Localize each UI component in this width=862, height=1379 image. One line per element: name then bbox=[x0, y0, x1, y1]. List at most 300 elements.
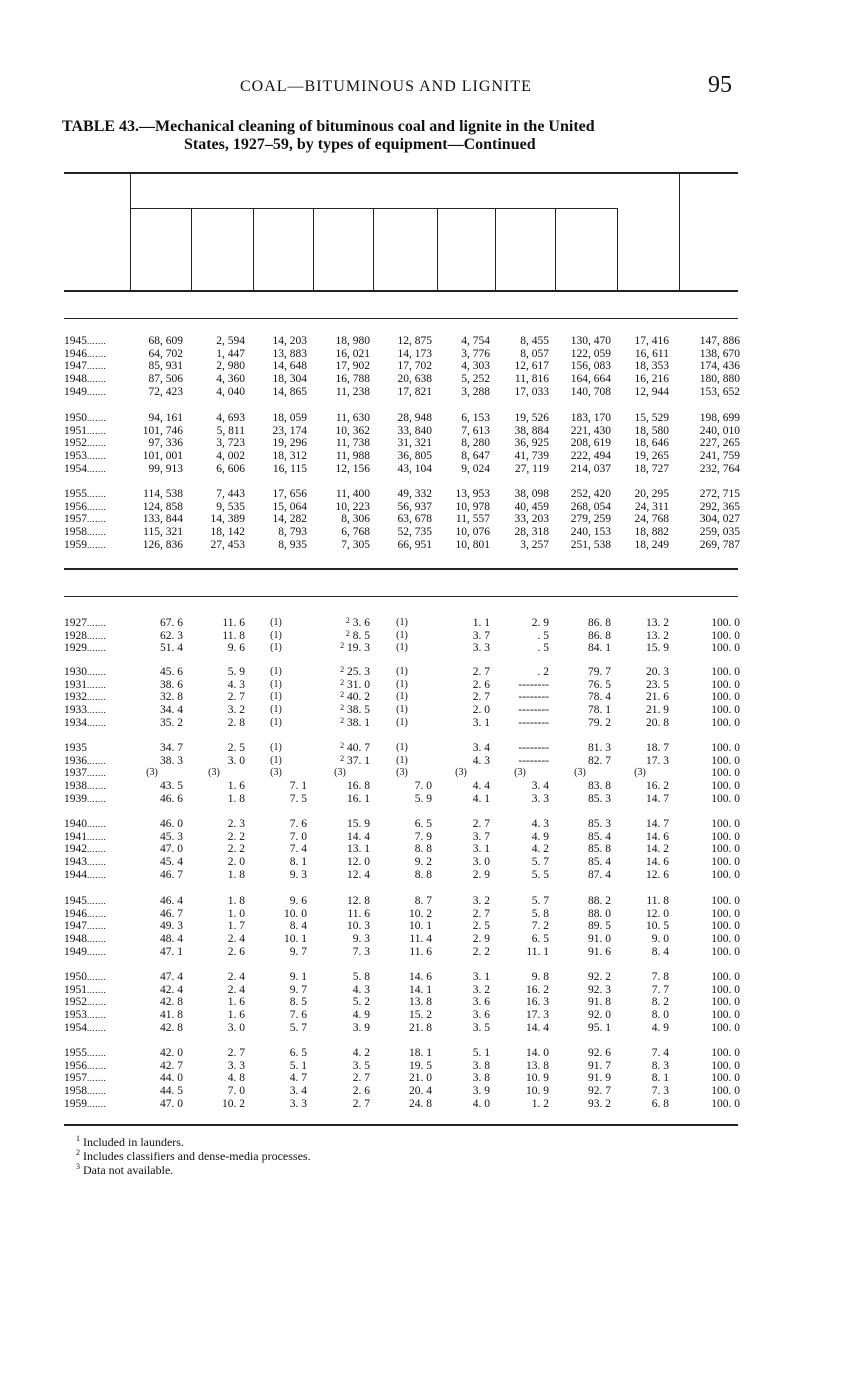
year-label bbox=[64, 488, 128, 501]
table-cell: 1. 8 bbox=[227, 792, 245, 805]
table-cell: (1) bbox=[270, 666, 282, 677]
year-value: 1949 bbox=[64, 945, 87, 958]
table-cell: 2. 4 bbox=[227, 983, 245, 996]
table-caption-line-1: TABLE 43.—Mechanical cleaning of bituminous coal and lignite in the United bbox=[62, 118, 595, 135]
year-value: 1955 bbox=[64, 488, 87, 500]
leader-dots: ....... bbox=[87, 438, 107, 449]
table-cell: . 5 bbox=[537, 629, 549, 642]
leader-dots: ....... bbox=[87, 844, 107, 855]
table-cell: 251, 538 bbox=[570, 538, 611, 551]
table-cell: 14, 865 bbox=[272, 385, 307, 398]
table-cell: (3) bbox=[208, 767, 220, 779]
table-cell: (1) bbox=[396, 642, 408, 654]
year-label bbox=[64, 1022, 128, 1035]
table-cell: 89. 5 bbox=[588, 920, 611, 933]
table-cell: 14. 6 bbox=[409, 971, 432, 983]
table-cell: 19, 526 bbox=[514, 412, 549, 424]
table-cell: 10, 362 bbox=[335, 424, 370, 437]
table-cell: 21. 8 bbox=[409, 1021, 432, 1034]
table-cell: 18, 249 bbox=[634, 538, 669, 551]
table-cell: (3) bbox=[396, 767, 408, 779]
table-cell: 2. 7 bbox=[472, 907, 490, 920]
table-cell: 12, 875 bbox=[397, 335, 432, 347]
year-value: 1959 bbox=[64, 1097, 87, 1110]
year-value: 1930 bbox=[64, 666, 87, 678]
table-cell: 79. 2 bbox=[588, 716, 611, 729]
table-cell: 17, 902 bbox=[335, 360, 370, 373]
table-cell: 3. 0 bbox=[227, 1021, 245, 1034]
year-label bbox=[64, 717, 128, 730]
table-cell: 100. 0 bbox=[711, 983, 740, 996]
header-top-rule bbox=[64, 172, 738, 174]
leader-dots: ....... bbox=[87, 934, 107, 945]
table-cell: 41. 8 bbox=[160, 1009, 183, 1022]
table-cell: (1) bbox=[270, 678, 282, 690]
table-cell: 9. 6 bbox=[289, 895, 307, 907]
table-cell: 33, 840 bbox=[397, 424, 432, 437]
table-cell: (3) bbox=[634, 767, 646, 779]
table-cell: 9. 3 bbox=[289, 868, 307, 881]
table-cell: 7. 1 bbox=[289, 780, 307, 793]
table-cell: 114, 538 bbox=[143, 488, 183, 500]
table-cell: (1) bbox=[396, 666, 408, 677]
table-cell: 100. 0 bbox=[711, 920, 740, 933]
leader-dots: ....... bbox=[87, 348, 107, 359]
table-cell: (1) bbox=[396, 678, 408, 690]
year-value: 1952 bbox=[64, 996, 87, 1009]
table-cell: 5. 7 bbox=[531, 856, 549, 869]
table-cell: 1. 6 bbox=[227, 780, 245, 793]
table-cell: 86. 8 bbox=[588, 629, 611, 642]
table-cell: 11, 630 bbox=[335, 412, 370, 424]
table-cell: 2. 2 bbox=[472, 945, 490, 958]
table-cell: 16. 8 bbox=[347, 780, 370, 793]
footnote-marker: 2 bbox=[340, 641, 345, 651]
table-cell: 42. 0 bbox=[160, 1047, 183, 1059]
table-cell: 9. 2 bbox=[414, 856, 432, 869]
table-cell: (1) bbox=[270, 704, 282, 716]
header-column-divider bbox=[191, 208, 192, 290]
table-cell: 99, 913 bbox=[148, 462, 183, 475]
year-value: 1953 bbox=[64, 1009, 87, 1022]
table-cell: 10. 2 bbox=[222, 1097, 245, 1110]
table-cell: (1) bbox=[270, 691, 282, 703]
table-cell: 6. 5 bbox=[289, 1047, 307, 1059]
year-value: 1935 bbox=[64, 742, 87, 754]
year-value: 1940 bbox=[64, 818, 87, 830]
table-cell: 100. 0 bbox=[711, 780, 740, 793]
year-label bbox=[64, 617, 128, 630]
table-cell: 4, 360 bbox=[216, 373, 245, 386]
table-cell: 9, 535 bbox=[216, 500, 245, 513]
table-cell: 21. 9 bbox=[646, 704, 669, 717]
year-value: 1932 bbox=[64, 691, 87, 704]
table-cell: 5. 7 bbox=[531, 895, 549, 907]
table-cell: 11, 400 bbox=[335, 488, 370, 500]
table-cell: 1. 0 bbox=[227, 907, 245, 920]
table-cell: 85. 4 bbox=[588, 856, 611, 869]
table-cell: 28, 948 bbox=[397, 412, 432, 424]
table-cell: 8. 8 bbox=[414, 868, 432, 881]
table-cell: 269, 787 bbox=[699, 538, 740, 551]
table-cell: 24, 768 bbox=[634, 513, 669, 526]
table-cell: 20, 638 bbox=[397, 373, 432, 386]
table-cell: 16. 2 bbox=[526, 983, 549, 996]
table-cell: (3) bbox=[455, 767, 467, 779]
table-cell: 147, 886 bbox=[699, 335, 740, 347]
table-cell: 18, 980 bbox=[335, 335, 370, 347]
table-cell: $^2$ 8. 5 bbox=[345, 628, 370, 642]
table-cell: 15. 9 bbox=[646, 642, 669, 655]
table-cell: 133, 844 bbox=[142, 513, 183, 526]
year-value: 1937 bbox=[64, 767, 87, 780]
table-cell: 18, 580 bbox=[634, 424, 669, 437]
leader-dots: ....... bbox=[87, 386, 107, 397]
table-cell: 83. 8 bbox=[588, 780, 611, 793]
leader-dots: ....... bbox=[87, 997, 107, 1008]
table-cell: 130, 470 bbox=[570, 335, 611, 347]
table-cell: 9. 7 bbox=[289, 945, 307, 958]
year-value: 1938 bbox=[64, 780, 87, 793]
table-cell: 2. 7 bbox=[472, 691, 490, 704]
table-cell: 16, 788 bbox=[335, 373, 370, 386]
table-cell: 9. 6 bbox=[227, 642, 245, 655]
table-cell: 12. 6 bbox=[646, 868, 669, 881]
table-cell: 232, 764 bbox=[699, 462, 740, 475]
table-cell: 3. 7 bbox=[472, 830, 490, 843]
table-cell: 1. 1 bbox=[472, 617, 490, 629]
table-cell: $^2$ 38. 5 bbox=[340, 703, 370, 717]
year-value: 1950 bbox=[64, 412, 87, 424]
year-value: 1931 bbox=[64, 678, 87, 691]
table-cell: 12. 0 bbox=[347, 856, 370, 869]
table-cell: 92. 0 bbox=[588, 1009, 611, 1022]
table-cell: 2. 0 bbox=[227, 856, 245, 869]
table-cell: 100. 0 bbox=[711, 767, 740, 780]
table-cell: $^2$ 31. 0 bbox=[340, 677, 370, 691]
table-cell: 5. 1 bbox=[289, 1059, 307, 1072]
table-cell: 180, 880 bbox=[699, 373, 740, 386]
table-cell: 1. 7 bbox=[227, 920, 245, 933]
table-cell: 14. 0 bbox=[526, 1047, 549, 1059]
table-cell: 208, 619 bbox=[570, 437, 611, 450]
year-label bbox=[64, 984, 128, 997]
table-cell: 3. 3 bbox=[531, 792, 549, 805]
year-value: 1956 bbox=[64, 1059, 87, 1072]
table-cell: 2. 8 bbox=[227, 716, 245, 729]
table-cell: 4. 3 bbox=[227, 678, 245, 691]
year-label bbox=[64, 843, 128, 856]
table-cell: 6, 768 bbox=[341, 526, 370, 539]
table-cell: 3. 2 bbox=[227, 704, 245, 717]
table-cell: 100. 0 bbox=[711, 1072, 740, 1085]
table-cell: 259, 035 bbox=[699, 526, 740, 539]
header-bottom-rule bbox=[64, 290, 738, 292]
table-cell: 45. 3 bbox=[160, 830, 183, 843]
leader-dots: ....... bbox=[87, 768, 107, 779]
table-cell: 62. 3 bbox=[160, 629, 183, 642]
table-cell: 10. 1 bbox=[284, 933, 307, 946]
table-cell: 7. 7 bbox=[651, 983, 669, 996]
table-cell: 87. 4 bbox=[588, 868, 611, 881]
table-cell: 7. 5 bbox=[289, 792, 307, 805]
table-cell: 10, 076 bbox=[455, 526, 490, 539]
table-cell: 10. 9 bbox=[526, 1085, 549, 1098]
table-cell: 18, 142 bbox=[210, 526, 245, 539]
table-cell: -------- bbox=[518, 678, 549, 691]
table-cell: 100. 0 bbox=[711, 716, 740, 729]
table-cell: $^2$ 25. 3 bbox=[340, 665, 370, 678]
section-end-rule bbox=[64, 1124, 738, 1126]
table-cell: 72, 423 bbox=[148, 385, 183, 398]
year-label bbox=[64, 946, 128, 959]
table-cell: 2. 5 bbox=[472, 920, 490, 933]
table-cell: 18, 727 bbox=[634, 462, 669, 475]
table-cell: 2. 7 bbox=[227, 691, 245, 704]
table-cell: 3. 5 bbox=[472, 1021, 490, 1034]
leader-dots: ....... bbox=[87, 618, 107, 628]
year-label bbox=[64, 767, 128, 780]
table-cell: 2. 5 bbox=[227, 742, 245, 754]
table-cell: 8. 1 bbox=[289, 856, 307, 869]
table-cell: 4, 040 bbox=[216, 385, 245, 398]
section-rule bbox=[64, 318, 738, 319]
table-cell: 5. 1 bbox=[472, 1047, 490, 1059]
table-cell: 4. 0 bbox=[472, 1097, 490, 1110]
table-cell: 82. 7 bbox=[588, 754, 611, 767]
table-cell: 85. 8 bbox=[588, 843, 611, 856]
table-cell: 2. 9 bbox=[472, 868, 490, 881]
year-value: 1927 bbox=[64, 617, 87, 629]
header-column-divider bbox=[130, 172, 131, 290]
leader-dots: ....... bbox=[87, 1073, 107, 1084]
table-cell: 9, 024 bbox=[461, 462, 490, 475]
table-cell: 222, 494 bbox=[570, 450, 611, 463]
table-cell: 85. 3 bbox=[588, 792, 611, 805]
table-cell: 124, 858 bbox=[142, 500, 183, 513]
table-cell: 17. 3 bbox=[646, 754, 669, 767]
year-value: 1948 bbox=[64, 373, 87, 386]
table-cell: 3. 6 bbox=[472, 996, 490, 1009]
table-cell: (1) bbox=[270, 629, 282, 641]
year-label bbox=[64, 818, 128, 831]
table-cell: (3) bbox=[574, 767, 586, 779]
table-cell: 100. 0 bbox=[711, 1009, 740, 1022]
footnote-number: 2 bbox=[76, 1148, 80, 1157]
table-cell: 19, 265 bbox=[634, 450, 669, 463]
table-cell: 138, 670 bbox=[699, 347, 740, 360]
table-cell: 3. 3 bbox=[289, 1097, 307, 1110]
table-cell: 11. 6 bbox=[409, 945, 432, 958]
table-cell: 100. 0 bbox=[711, 895, 740, 907]
table-cell: 6, 153 bbox=[461, 412, 490, 424]
table-cell: 4. 4 bbox=[472, 780, 490, 793]
table-cell: 44. 0 bbox=[160, 1072, 183, 1085]
table-cell: 33, 203 bbox=[514, 513, 549, 526]
table-cell: 40, 459 bbox=[514, 500, 549, 513]
table-cell: 18, 059 bbox=[272, 412, 307, 424]
year-label bbox=[64, 1009, 128, 1022]
table-cell: 20, 295 bbox=[634, 488, 669, 500]
table-cell: 93. 2 bbox=[588, 1097, 611, 1110]
table-cell: $^2$ 40. 7 bbox=[340, 741, 370, 754]
table-cell: 18. 7 bbox=[646, 742, 669, 754]
leader-dots: ....... bbox=[87, 984, 107, 995]
table-cell: 7, 305 bbox=[341, 538, 370, 551]
table-cell: 42. 7 bbox=[160, 1059, 183, 1072]
table-cell: 3. 2 bbox=[472, 983, 490, 996]
table-cell: 47. 0 bbox=[160, 843, 183, 856]
table-cell: 48. 4 bbox=[160, 933, 183, 946]
year-value: 1939 bbox=[64, 792, 87, 805]
table-cell: 23. 5 bbox=[646, 678, 669, 691]
footnote-marker: 2 bbox=[340, 690, 345, 700]
year-value: 1958 bbox=[64, 1085, 87, 1098]
leader-dots: ....... bbox=[87, 489, 107, 499]
table-cell: 45. 4 bbox=[160, 856, 183, 869]
year-label bbox=[64, 1098, 128, 1111]
table-cell: 38, 098 bbox=[514, 488, 549, 500]
table-cell: 17, 821 bbox=[397, 385, 432, 398]
section-rule bbox=[64, 596, 738, 597]
leader-dots: ....... bbox=[87, 514, 107, 525]
table-cell: 8, 057 bbox=[520, 347, 549, 360]
year-value: 1954 bbox=[64, 462, 87, 475]
table-cell: 100. 0 bbox=[711, 856, 740, 869]
table-cell: 47. 4 bbox=[160, 971, 183, 983]
table-cell: 51. 4 bbox=[160, 642, 183, 655]
footnote: $^2$ Includes classifiers and dense-media processes. bbox=[76, 1148, 311, 1163]
table-cell: 7. 8 bbox=[651, 971, 669, 983]
table-cell: 47. 1 bbox=[160, 945, 183, 958]
table-cell: 88. 2 bbox=[588, 895, 611, 907]
leader-dots: ....... bbox=[87, 630, 107, 641]
table-cell: 5. 9 bbox=[414, 792, 432, 805]
leader-dots: ....... bbox=[87, 463, 107, 474]
table-cell: 18, 882 bbox=[634, 526, 669, 539]
header-column-divider bbox=[495, 208, 496, 290]
table-cell: 8. 4 bbox=[651, 945, 669, 958]
table-cell: 9. 3 bbox=[352, 933, 370, 946]
table-cell: 7. 6 bbox=[289, 1009, 307, 1022]
page-number: 95 bbox=[708, 72, 732, 98]
table-caption bbox=[62, 118, 742, 154]
year-label bbox=[64, 425, 128, 438]
table-cell: 76. 5 bbox=[588, 678, 611, 691]
year-value: 1929 bbox=[64, 642, 87, 655]
table-cell: 11. 4 bbox=[409, 933, 432, 946]
table-cell: 14. 2 bbox=[646, 843, 669, 856]
table-cell: 16, 216 bbox=[634, 373, 669, 386]
table-cell: 17, 416 bbox=[634, 335, 669, 347]
leader-dots: ....... bbox=[87, 643, 107, 654]
leader-dots: ....... bbox=[87, 755, 107, 766]
table-cell: (1) bbox=[270, 642, 282, 654]
year-label bbox=[64, 1060, 128, 1073]
year-label bbox=[64, 996, 128, 1009]
year-value: 1954 bbox=[64, 1021, 87, 1034]
table-cell: 10. 9 bbox=[526, 1072, 549, 1085]
table-cell: 5. 2 bbox=[352, 996, 370, 1009]
year-value: 1944 bbox=[64, 868, 87, 881]
table-cell: 43, 104 bbox=[397, 462, 432, 475]
table-cell: 56, 937 bbox=[397, 500, 432, 513]
table-cell: 78. 4 bbox=[588, 691, 611, 704]
table-cell: 10. 1 bbox=[409, 920, 432, 933]
table-cell: 3. 4 bbox=[472, 742, 490, 754]
table-cell: 11. 8 bbox=[222, 629, 245, 642]
table-cell: 1. 6 bbox=[227, 1009, 245, 1022]
year-value: 1956 bbox=[64, 500, 87, 513]
year-label bbox=[64, 831, 128, 844]
table-cell: 38, 884 bbox=[514, 424, 549, 437]
table-cell: 100. 0 bbox=[711, 742, 740, 754]
table-cell: 2. 2 bbox=[227, 843, 245, 856]
table-cell: 272, 715 bbox=[699, 488, 740, 500]
table-cell: 1. 6 bbox=[227, 996, 245, 1009]
table-cell: 2. 7 bbox=[472, 666, 490, 678]
table-cell: 49. 3 bbox=[160, 920, 183, 933]
year-label bbox=[64, 869, 128, 882]
table-cell: 47. 0 bbox=[160, 1097, 183, 1110]
year-value: 1951 bbox=[64, 424, 87, 437]
year-value: 1942 bbox=[64, 843, 87, 856]
table-cell: 100. 0 bbox=[711, 704, 740, 717]
table-cell: 14, 389 bbox=[210, 513, 245, 526]
table-cell: 16. 2 bbox=[646, 780, 669, 793]
table-cell: 3. 6 bbox=[472, 1009, 490, 1022]
table-cell: 12, 617 bbox=[514, 360, 549, 373]
section-end-rule bbox=[64, 568, 738, 570]
year-value: 1943 bbox=[64, 856, 87, 869]
table-cell: 100. 0 bbox=[711, 1085, 740, 1098]
table-cell: 214, 037 bbox=[570, 462, 611, 475]
table-cell: 8, 280 bbox=[461, 437, 490, 450]
table-cell: 11. 1 bbox=[526, 945, 549, 958]
table-cell: 122, 059 bbox=[570, 347, 611, 360]
table-cell: 20. 4 bbox=[409, 1085, 432, 1098]
year-label bbox=[64, 360, 128, 373]
table-cell: 4. 3 bbox=[531, 818, 549, 830]
year-label bbox=[64, 1085, 128, 1098]
table-cell: 1. 8 bbox=[227, 868, 245, 881]
table-cell: 15. 9 bbox=[347, 818, 370, 830]
table-cell: 17. 3 bbox=[526, 1009, 549, 1022]
table-cell: 19. 5 bbox=[409, 1059, 432, 1072]
table-cell: 126, 836 bbox=[142, 538, 183, 551]
table-cell: 27, 453 bbox=[210, 538, 245, 551]
table-cell: 18, 646 bbox=[634, 437, 669, 450]
table-cell: 94, 161 bbox=[148, 412, 183, 424]
table-cell: 221, 430 bbox=[570, 424, 611, 437]
table-cell: 153, 652 bbox=[699, 385, 740, 398]
table-cell: 252, 420 bbox=[570, 488, 611, 500]
table-cell: 3, 723 bbox=[216, 437, 245, 450]
table-cell: 2. 9 bbox=[531, 617, 549, 629]
table-cell: 241, 759 bbox=[699, 450, 740, 463]
header-column-divider bbox=[679, 172, 680, 290]
table-cell: 14. 1 bbox=[409, 983, 432, 996]
table-cell: 100. 0 bbox=[711, 818, 740, 830]
table-cell: (1) bbox=[396, 691, 408, 703]
table-cell: 140, 708 bbox=[570, 385, 611, 398]
table-cell: 11, 816 bbox=[514, 373, 549, 386]
table-cell: 7. 4 bbox=[289, 843, 307, 856]
table-cell: 2, 980 bbox=[216, 360, 245, 373]
year-label bbox=[64, 513, 128, 526]
table-cell: 7. 0 bbox=[414, 780, 432, 793]
table-cell: (3) bbox=[146, 767, 158, 779]
